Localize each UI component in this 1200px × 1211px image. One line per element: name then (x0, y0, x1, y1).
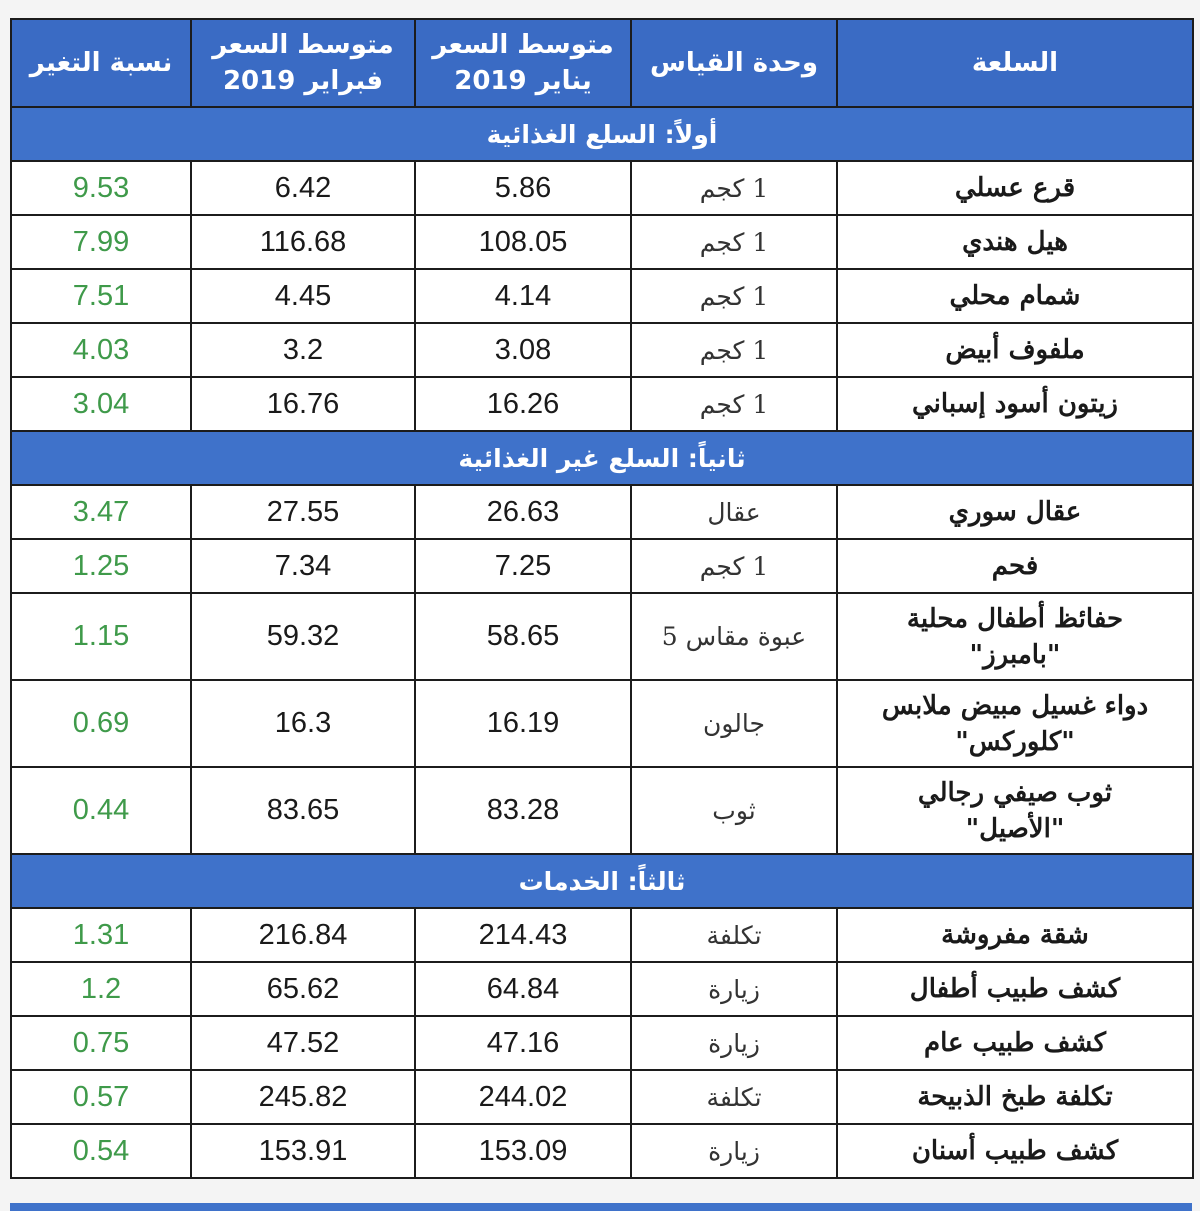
table-header-row (11, 19, 1193, 107)
january-price-cell: 26.63 (415, 485, 631, 539)
commodity-cell (837, 767, 1193, 854)
section-title: أولاً: السلع الغذائية (11, 107, 1193, 161)
unit-cell: زيارة (631, 962, 837, 1016)
january-price-cell: 3.08 (415, 323, 631, 377)
february-price-cell: 16.76 (191, 377, 415, 431)
change-rate-cell: 0.54 (11, 1124, 191, 1178)
table-row (11, 269, 1193, 323)
unit-cell: 1 كجم (631, 377, 837, 431)
commodity-name-line: ثوب صيفي رجالي (917, 777, 1113, 808)
table-row (11, 962, 1193, 1016)
commodity-cell (837, 680, 1193, 767)
february-price-cell: 3.2 (191, 323, 415, 377)
february-price-cell: 27.55 (191, 485, 415, 539)
section-row-services (11, 854, 1193, 908)
unit-cell: زيارة (631, 1124, 837, 1178)
table-row (11, 680, 1193, 767)
february-price-cell: 153.91 (191, 1124, 415, 1178)
table-row (11, 767, 1193, 854)
unit-cell: تكلفة (631, 1070, 837, 1124)
change-rate-cell: 9.53 (11, 161, 191, 215)
change-rate-cell: 4.03 (11, 323, 191, 377)
january-price-cell: 16.19 (415, 680, 631, 767)
unit-cell: 1 كجم (631, 161, 837, 215)
table-row (11, 377, 1193, 431)
table-row (11, 485, 1193, 539)
commodity-cell: كشف طبيب أطفال (837, 962, 1193, 1016)
change-rate-cell: 0.69 (11, 680, 191, 767)
january-price-cell: 4.14 (415, 269, 631, 323)
header-commodity: السلعة (837, 19, 1193, 107)
table-row (11, 323, 1193, 377)
unit-cell: 1 كجم (631, 323, 837, 377)
commodity-cell: زيتون أسود إسباني (837, 377, 1193, 431)
february-price-cell: 4.45 (191, 269, 415, 323)
change-rate-cell: 0.75 (11, 1016, 191, 1070)
february-price-cell: 65.62 (191, 962, 415, 1016)
january-price-cell: 5.86 (415, 161, 631, 215)
section-row-non-food (11, 431, 1193, 485)
commodity-cell: عقال سوري (837, 485, 1193, 539)
unit-cell: عقال (631, 485, 837, 539)
change-rate-cell: 7.99 (11, 215, 191, 269)
next-section-band (10, 1203, 1192, 1211)
commodity-name-line: دواء غسيل مبيض ملابس (881, 690, 1149, 721)
header-january-average: متوسط السعر يناير 2019 (415, 19, 631, 107)
february-price-cell: 216.84 (191, 908, 415, 962)
table-row (11, 1124, 1193, 1178)
commodity-name-line: حفائظ أطفال محلية (906, 603, 1124, 634)
table-row (11, 215, 1193, 269)
january-price-cell: 47.16 (415, 1016, 631, 1070)
commodity-brand-line: "بامبرز" (969, 639, 1061, 670)
january-price-cell: 244.02 (415, 1070, 631, 1124)
change-rate-cell: 1.25 (11, 539, 191, 593)
commodity-cell: هيل هندي (837, 215, 1193, 269)
unit-cell: زيارة (631, 1016, 837, 1070)
change-rate-cell: 3.47 (11, 485, 191, 539)
commodity-cell: شقة مفروشة (837, 908, 1193, 962)
january-price-cell: 64.84 (415, 962, 631, 1016)
change-rate-cell: 1.15 (11, 593, 191, 680)
february-price-cell: 6.42 (191, 161, 415, 215)
february-price-cell: 47.52 (191, 1016, 415, 1070)
change-rate-cell: 7.51 (11, 269, 191, 323)
table-row (11, 908, 1193, 962)
january-price-cell: 153.09 (415, 1124, 631, 1178)
january-price-cell: 108.05 (415, 215, 631, 269)
commodity-cell: كشف طبيب عام (837, 1016, 1193, 1070)
commodity-cell (837, 593, 1193, 680)
unit-cell: 1 كجم (631, 215, 837, 269)
table-row (11, 1016, 1193, 1070)
february-price-cell: 83.65 (191, 767, 415, 854)
header-unit: وحدة القياس (631, 19, 837, 107)
header-february-average: متوسط السعر فبراير 2019 (191, 19, 415, 107)
february-price-cell: 245.82 (191, 1070, 415, 1124)
section-title: ثانياً: السلع غير الغذائية (11, 431, 1193, 485)
change-rate-cell: 1.31 (11, 908, 191, 962)
commodity-cell: فحم (837, 539, 1193, 593)
february-price-cell: 16.3 (191, 680, 415, 767)
change-rate-cell: 0.44 (11, 767, 191, 854)
table-row (11, 1070, 1193, 1124)
commodity-cell: كشف طبيب أسنان (837, 1124, 1193, 1178)
unit-cell: 1 كجم (631, 269, 837, 323)
table-row (11, 161, 1193, 215)
january-price-cell: 7.25 (415, 539, 631, 593)
section-row-food (11, 107, 1193, 161)
unit-cell: عبوة مقاس 5 (631, 593, 837, 680)
commodity-cell: شمام محلي (837, 269, 1193, 323)
january-price-cell: 58.65 (415, 593, 631, 680)
unit-cell: ثوب (631, 767, 837, 854)
february-price-cell: 59.32 (191, 593, 415, 680)
table-row (11, 593, 1193, 680)
change-rate-cell: 3.04 (11, 377, 191, 431)
january-price-cell: 83.28 (415, 767, 631, 854)
price-comparison-table (10, 18, 1194, 1179)
table-row (11, 539, 1193, 593)
commodity-cell: تكلفة طبخ الذبيحة (837, 1070, 1193, 1124)
change-rate-cell: 1.2 (11, 962, 191, 1016)
commodity-cell: ملفوف أبيض (837, 323, 1193, 377)
commodity-brand-line: "الأصيل" (965, 813, 1065, 844)
unit-cell: تكلفة (631, 908, 837, 962)
february-price-cell: 116.68 (191, 215, 415, 269)
february-price-cell: 7.34 (191, 539, 415, 593)
change-rate-cell: 0.57 (11, 1070, 191, 1124)
section-title: ثالثاً: الخدمات (11, 854, 1193, 908)
unit-cell: 1 كجم (631, 539, 837, 593)
january-price-cell: 16.26 (415, 377, 631, 431)
header-change-rate: نسبة التغير (11, 19, 191, 107)
commodity-cell: قرع عسلي (837, 161, 1193, 215)
commodity-brand-line: "كلوركس" (955, 726, 1075, 757)
unit-cell: جالون (631, 680, 837, 767)
january-price-cell: 214.43 (415, 908, 631, 962)
